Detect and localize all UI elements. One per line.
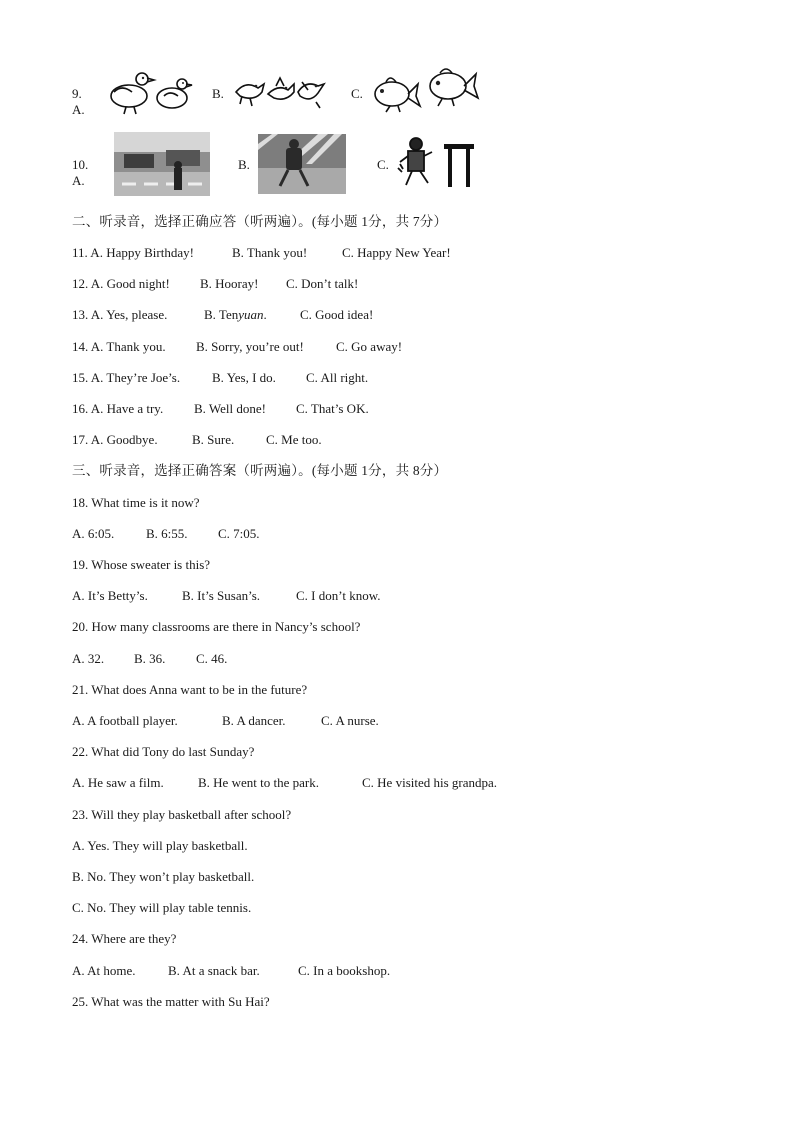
q9-option-b-label: B. xyxy=(212,86,224,101)
q22-options xyxy=(72,775,497,791)
q15-option-a[interactable]: 15. A. They’re Joe’s. xyxy=(72,370,181,385)
q21-option-b[interactable]: B. A dancer. xyxy=(222,713,286,728)
question-13 xyxy=(72,307,373,323)
q13-option-b-text: B. Ten xyxy=(204,307,239,322)
q23-question: 23. Will they play basketball after school? xyxy=(72,807,292,822)
question-11 xyxy=(72,245,451,261)
q16-option-b[interactable]: B. Well done! xyxy=(194,401,267,416)
q10-option-b-label: B. xyxy=(238,157,250,172)
q20-option-b[interactable]: B. 36. xyxy=(134,651,166,666)
q12-option-c[interactable]: C. Don’t talk! xyxy=(286,276,359,291)
q11-option-a[interactable]: 11. A. Happy Birthday! xyxy=(72,245,194,260)
q22-option-a[interactable]: A. He saw a film. xyxy=(72,775,164,790)
q21-options xyxy=(72,713,379,729)
q13-option-b-period: . xyxy=(263,307,267,322)
q20-option-a[interactable]: A. 32. xyxy=(72,651,105,666)
q11-option-b[interactable]: B. Thank you! xyxy=(232,245,308,260)
q19-option-c[interactable]: C. I don’t know. xyxy=(296,588,381,603)
q19-option-a[interactable]: A. It’s Betty’s. xyxy=(72,588,148,603)
q10-option-c-label: C. xyxy=(377,157,389,172)
q22-option-b[interactable]: B. He went to the park. xyxy=(198,775,319,790)
q24-question: 24. Where are they? xyxy=(72,931,177,946)
q12-option-a[interactable]: 12. A. Good night! xyxy=(72,276,170,291)
q22-question: 22. What did Tony do last Sunday? xyxy=(72,744,255,759)
q13-option-a[interactable]: 13. A. Yes, please. xyxy=(72,307,168,322)
question-12 xyxy=(72,276,358,292)
q14-option-a[interactable]: 14. A. Thank you. xyxy=(72,339,166,354)
q19-options xyxy=(72,588,381,604)
q24-option-a[interactable]: A. At home. xyxy=(72,963,136,978)
q10-label: 10. A. xyxy=(72,157,89,188)
q9-option-c-label: C. xyxy=(351,86,363,101)
q18-question: 18. What time is it now? xyxy=(72,495,200,510)
q18-option-c[interactable]: C. 7:05. xyxy=(218,526,260,541)
q13-option-b-yuan: yuan xyxy=(238,307,264,322)
small-birds-picture[interactable] xyxy=(232,72,327,112)
q14-option-b[interactable]: B. Sorry, you’re out! xyxy=(196,339,304,354)
q22-option-c[interactable]: C. He visited his grandpa. xyxy=(362,775,498,790)
q17-option-b[interactable]: B. Sure. xyxy=(192,432,235,447)
q15-option-c[interactable]: C. All right. xyxy=(306,370,369,385)
q24-options xyxy=(72,963,390,979)
q16-option-a[interactable]: 16. A. Have a try. xyxy=(72,401,164,416)
q12-option-b[interactable]: B. Hooray! xyxy=(200,276,259,291)
q17-option-a[interactable]: 17. A. Goodbye. xyxy=(72,432,158,447)
q23-option-b[interactable]: B. No. They won’t play basketball. xyxy=(72,869,255,884)
q21-option-a[interactable]: A. A football player. xyxy=(72,713,178,728)
q21-option-c[interactable]: C. A nurse. xyxy=(321,713,379,728)
q15-option-b[interactable]: B. Yes, I do. xyxy=(212,370,276,385)
q13-option-c[interactable]: C. Good idea! xyxy=(300,307,374,322)
q13-option-b[interactable] xyxy=(204,307,300,323)
q25-question: 25. What was the matter with Su Hai? xyxy=(72,994,270,1009)
q18-option-a[interactable]: A. 6:05. xyxy=(72,526,115,541)
crossing-photo[interactable] xyxy=(258,134,346,194)
question-15 xyxy=(72,370,368,386)
goldfish-picture[interactable] xyxy=(370,64,482,114)
q24-option-b[interactable]: B. At a snack bar. xyxy=(168,963,260,978)
street-scene-photo[interactable] xyxy=(114,132,210,196)
q11-option-c[interactable]: C. Happy New Year! xyxy=(342,245,451,260)
q17-option-c[interactable]: C. Me too. xyxy=(266,432,322,447)
chicken-duck-picture[interactable] xyxy=(104,66,194,116)
q19-question: 19. Whose sweater is this? xyxy=(72,557,211,572)
q16-option-c[interactable]: C. That’s OK. xyxy=(296,401,369,416)
question-17 xyxy=(72,432,322,448)
q23-option-a[interactable]: A. Yes. They will play basketball. xyxy=(72,838,248,853)
question-16 xyxy=(72,401,369,417)
q20-options xyxy=(72,651,227,667)
q20-question: 20. How many classrooms are there in Nancy’s school? xyxy=(72,619,361,634)
jumping-child-picture[interactable] xyxy=(394,134,480,194)
q18-options xyxy=(72,526,260,542)
q21-question: 21. What does Anna want to be in the future? xyxy=(72,682,308,697)
q9-label: 9. A. xyxy=(72,86,85,117)
q19-option-b[interactable]: B. It’s Susan’s. xyxy=(182,588,261,603)
section-3-heading: 三、听录音，选择正确答案（听两遍）。(每小题 1分，共 8分） xyxy=(72,463,448,478)
q24-option-c[interactable]: C. In a bookshop. xyxy=(298,963,391,978)
q23-option-c[interactable]: C. No. They will play table tennis. xyxy=(72,900,252,915)
q20-option-c[interactable]: C. 46. xyxy=(196,651,228,666)
section-2-heading: 二、听录音，选择正确应答（听两遍）。(每小题 1分，共 7分） xyxy=(72,214,448,229)
question-14 xyxy=(72,339,402,355)
q18-option-b[interactable]: B. 6:55. xyxy=(146,526,188,541)
q14-option-c[interactable]: C. Go away! xyxy=(336,339,403,354)
